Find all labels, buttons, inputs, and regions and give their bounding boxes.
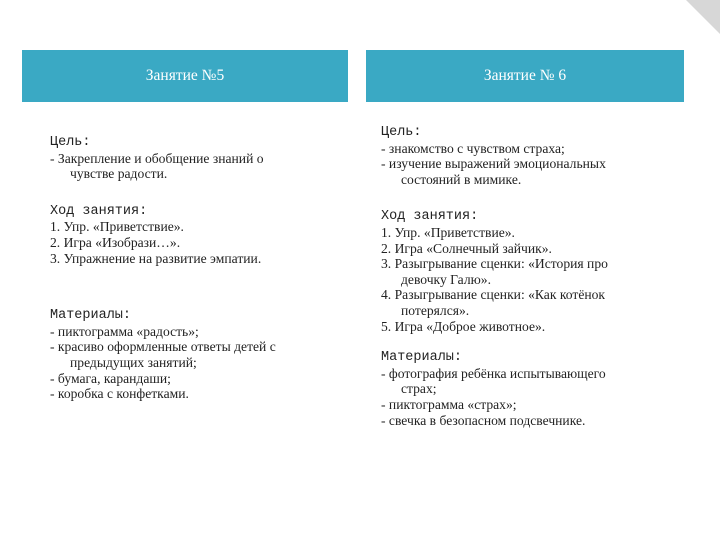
course-item: 5. Игра «Доброе животное». <box>381 318 546 334</box>
lesson-5-column <box>50 135 350 402</box>
goal-item: - Закрепление и обобщение знаний о <box>50 150 264 166</box>
materials-item: - свечка в безопасном подсвечнике. <box>381 412 586 428</box>
goal-item: - изучение выражений эмоциональных <box>381 156 606 172</box>
course-label: Ход занятия: <box>381 209 479 225</box>
goal-item: - знакомство с чувством страха; <box>381 140 565 156</box>
course-item: 3. Разыгрывание сценки: «История про <box>381 256 608 272</box>
materials-item-continuation: предыдущих занятий; <box>70 354 197 370</box>
goal-item-continuation: чувстве радости. <box>70 166 168 182</box>
materials-item: - фотография ребёнка испытывающего <box>381 365 606 381</box>
materials-label: Материалы: <box>50 308 132 324</box>
course-item-continuation: девочку Галю». <box>401 271 491 287</box>
lesson-6-column <box>381 125 681 428</box>
lesson-6-title: Занятие № 6 <box>483 67 567 84</box>
course-item-continuation: потерялся». <box>401 302 470 318</box>
goal-label: Цель: <box>381 125 422 140</box>
course-label: Ход занятия: <box>50 203 148 219</box>
materials-item-continuation: страх; <box>401 381 437 397</box>
course-item: 2. Игра «Изобрази…». <box>50 234 181 250</box>
goal-label: Цель: <box>50 135 91 150</box>
course-item: 2. Игра «Солнечный зайчик». <box>381 240 552 256</box>
materials-item: - бумага, карандаши; <box>50 370 171 386</box>
course-item: 1. Упр. «Приветствие». <box>381 224 515 240</box>
slide-corner-decoration <box>686 0 720 34</box>
lesson-5-title: Занятие №5 <box>145 67 225 84</box>
course-item: 3. Упражнение на развитие эмпатии. <box>50 250 262 266</box>
materials-label: Материалы: <box>381 350 463 366</box>
materials-item: - пиктограмма «радость»; <box>50 323 199 339</box>
lesson-6-header <box>366 50 684 102</box>
goal-item-continuation: состояний в мимике. <box>401 171 522 187</box>
materials-item: - коробка с конфетками. <box>50 386 189 402</box>
course-item: 1. Упр. «Приветствие». <box>50 219 184 235</box>
lesson-5-header <box>22 50 348 102</box>
materials-item: - красиво оформленные ответы детей с <box>50 339 276 355</box>
course-item: 4. Разыгрывание сценки: «Как котёнок <box>381 287 606 303</box>
materials-item: - пиктограмма «страх»; <box>381 396 517 412</box>
